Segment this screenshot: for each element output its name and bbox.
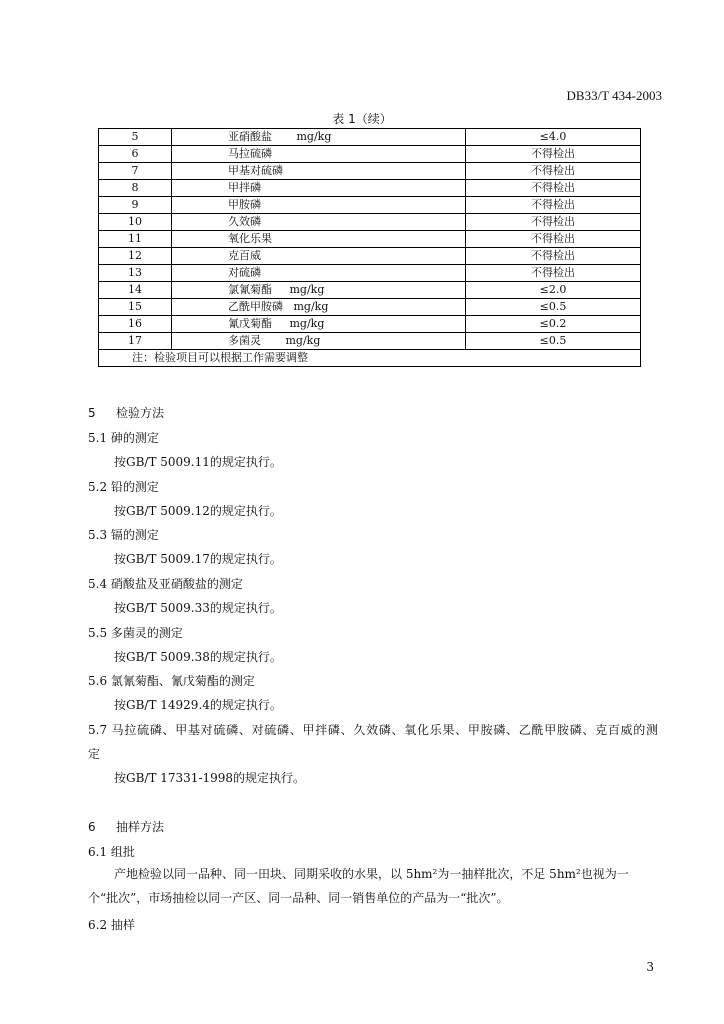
subsection-body: 产地检验以同一品种、同一田块、同期采收的水果，以 5hm²为一抽样批次，不足 5hm²也视为一个“批次”，市场抽检以同一产区、同一品种、同一销售单位的产品为一“批次”。 <box>88 867 629 905</box>
subsection-heading: 5.6 氯氰菊酯、氰戊菊酯的测定 <box>88 674 255 688</box>
row-value: ≤4.0 <box>466 129 641 146</box>
subsection-heading: 5.3 镉的测定 <box>88 528 159 542</box>
page-number: 3 <box>646 960 654 974</box>
row-value: 不得检出 <box>466 231 641 248</box>
subsection-heading: 5.5 多菌灵的测定 <box>88 626 183 640</box>
row-number: 6 <box>99 146 172 163</box>
row-number: 17 <box>99 333 172 350</box>
row-number: 11 <box>99 231 172 248</box>
table-row <box>99 282 641 299</box>
subsection-heading: 5.7 马拉硫磷、甲基对硫磷、对硫磷、甲拌磷、久效磷、氧化乐果、甲胺磷、乙酰甲胺磷、克百威的测 <box>88 723 658 737</box>
row-item: 甲拌磷 <box>172 180 466 197</box>
section-5-heading <box>88 404 164 421</box>
subsection-heading: 5.2 铅的测定 <box>88 480 159 494</box>
row-value: ≤0.5 <box>466 333 641 350</box>
row-number: 8 <box>99 180 172 197</box>
row-number: 9 <box>99 197 172 214</box>
section-number: 5 <box>88 406 96 420</box>
row-value: 不得检出 <box>466 214 641 231</box>
table-row <box>99 146 641 163</box>
table-row <box>99 265 641 282</box>
row-number: 15 <box>99 299 172 316</box>
row-number: 10 <box>99 214 172 231</box>
table-row <box>99 197 641 214</box>
row-value: ≤2.0 <box>466 282 641 299</box>
table-row <box>99 333 641 350</box>
row-item: 多菌灵 mg/kg <box>172 333 466 350</box>
subsection-body: 按GB/T 14929.4的规定执行。 <box>114 698 282 712</box>
table-row <box>99 180 641 197</box>
row-item: 氯氰菊酯 mg/kg <box>172 282 466 299</box>
table-row <box>99 248 641 265</box>
row-value: 不得检出 <box>466 163 641 180</box>
subsection-body: 按GB/T 5009.38的规定执行。 <box>114 650 282 664</box>
row-value: 不得检出 <box>466 146 641 163</box>
row-value: ≤0.5 <box>466 299 641 316</box>
row-item: 对硫磷 <box>172 265 466 282</box>
table-row <box>99 299 641 316</box>
row-item: 久效磷 <box>172 214 466 231</box>
row-value: 不得检出 <box>466 248 641 265</box>
section-title: 抽样方法 <box>116 820 165 834</box>
table-row <box>99 214 641 231</box>
subsection-body: 按GB/T 5009.12的规定执行。 <box>114 504 282 518</box>
row-item: 乙酰甲胺磷 mg/kg <box>172 299 466 316</box>
subsection-heading: 5.1 砷的测定 <box>88 431 159 445</box>
row-item: 马拉硫磷 <box>172 146 466 163</box>
row-item: 氰戊菊酯 mg/kg <box>172 316 466 333</box>
table-row <box>99 129 641 146</box>
row-item: 亚硝酸盐 mg/kg <box>172 129 466 146</box>
section-6-heading <box>88 818 164 835</box>
row-item: 甲胺磷 <box>172 197 466 214</box>
row-value: ≤0.2 <box>466 316 641 333</box>
row-number: 12 <box>99 248 172 265</box>
row-item: 氧化乐果 <box>172 231 466 248</box>
document-code: DB33/T 434-2003 <box>566 88 662 103</box>
subsection-heading: 6.2 抽样 <box>88 918 135 932</box>
row-number: 16 <box>99 316 172 333</box>
row-value: 不得检出 <box>466 265 641 282</box>
table-row <box>99 163 641 180</box>
subsection-body: 按GB/T 5009.33的规定执行。 <box>114 601 282 615</box>
subsection-body: 按GB/T 5009.11的规定执行。 <box>114 455 282 469</box>
table-row <box>99 231 641 248</box>
table-title: 表 1（续） <box>332 112 392 126</box>
spec-table <box>98 128 641 367</box>
subsection-heading: 6.1 组批 <box>88 845 135 859</box>
section-title: 检验方法 <box>116 406 165 420</box>
table-note: 注：检验项目可以根据工作需要调整 <box>99 350 641 367</box>
subsection-heading-continued: 定 <box>88 747 101 761</box>
subsection-heading: 5.4 硝酸盐及亚硝酸盐的测定 <box>88 577 243 591</box>
row-value: 不得检出 <box>466 180 641 197</box>
section-number: 6 <box>88 820 96 834</box>
row-item: 克百威 <box>172 248 466 265</box>
row-number: 14 <box>99 282 172 299</box>
table-note-row <box>99 350 641 367</box>
row-number: 7 <box>99 163 172 180</box>
subsection-body: 按GB/T 17331-1998的规定执行。 <box>114 771 306 785</box>
row-value: 不得检出 <box>466 197 641 214</box>
row-number: 5 <box>99 129 172 146</box>
table-row <box>99 316 641 333</box>
row-item: 甲基对硫磷 <box>172 163 466 180</box>
row-number: 13 <box>99 265 172 282</box>
subsection-body: 按GB/T 5009.17的规定执行。 <box>114 552 282 566</box>
